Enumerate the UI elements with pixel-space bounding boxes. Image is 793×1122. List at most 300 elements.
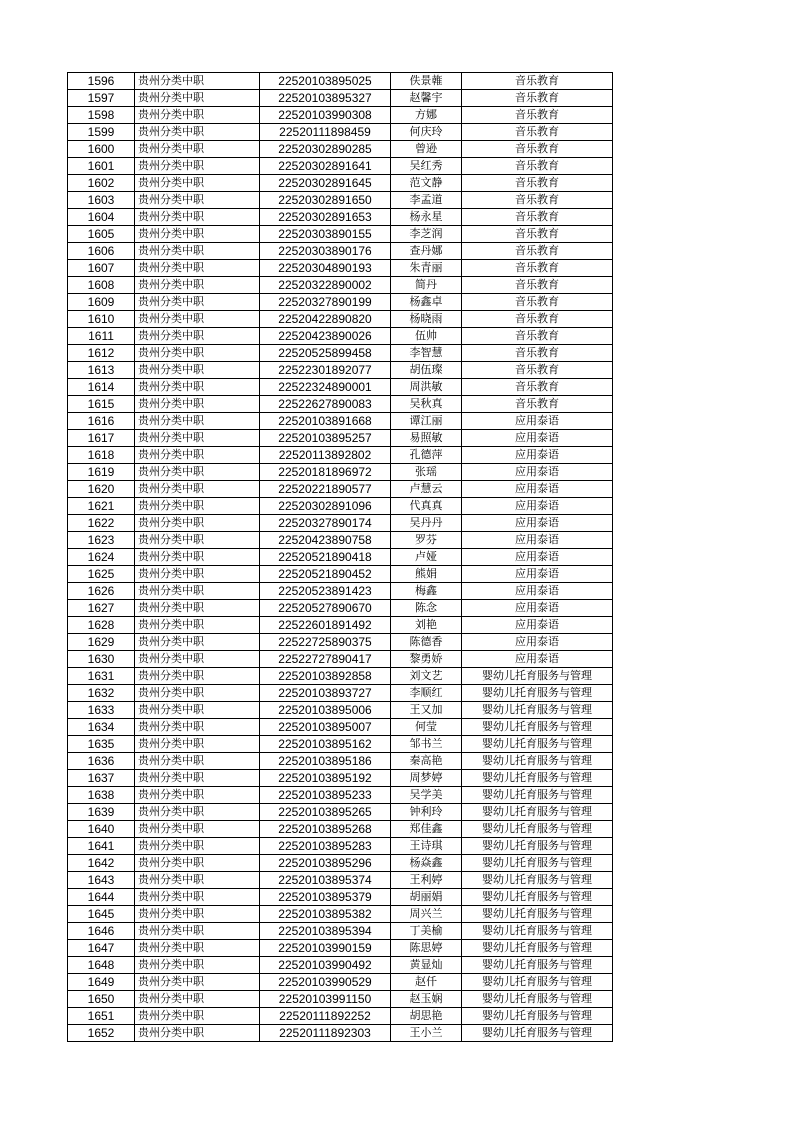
exam-id-cell: 22520303890155 (260, 226, 391, 243)
table-row (68, 226, 613, 243)
row-number-cell: 1601 (68, 158, 135, 175)
category-cell: 贵州分类中职 (135, 685, 260, 702)
student-name-cell: 熊娟 (391, 566, 462, 583)
student-name-cell: 李孟道 (391, 192, 462, 209)
student-name-cell: 黄显灿 (391, 957, 462, 974)
student-name-cell: 张瑶 (391, 464, 462, 481)
table-row (68, 617, 613, 634)
category-cell: 贵州分类中职 (135, 787, 260, 804)
category-cell: 贵州分类中职 (135, 447, 260, 464)
row-number-cell: 1647 (68, 940, 135, 957)
major-cell: 音乐教育 (462, 107, 613, 124)
category-cell: 贵州分类中职 (135, 209, 260, 226)
student-name-cell: 李顺红 (391, 685, 462, 702)
student-name-cell: 周洪敏 (391, 379, 462, 396)
student-name-cell: 黎勇娇 (391, 651, 462, 668)
student-name-cell: 邹书兰 (391, 736, 462, 753)
major-cell: 应用泰语 (462, 447, 613, 464)
major-cell: 音乐教育 (462, 141, 613, 158)
major-cell: 音乐教育 (462, 209, 613, 226)
student-name-cell: 周兴兰 (391, 906, 462, 923)
row-number-cell: 1644 (68, 889, 135, 906)
table-row (68, 787, 613, 804)
major-cell: 应用泰语 (462, 515, 613, 532)
table-row (68, 158, 613, 175)
major-cell: 音乐教育 (462, 345, 613, 362)
major-cell: 音乐教育 (462, 90, 613, 107)
row-number-cell: 1602 (68, 175, 135, 192)
major-cell: 婴幼儿托育服务与管理 (462, 753, 613, 770)
table-row (68, 821, 613, 838)
major-cell: 应用泰语 (462, 464, 613, 481)
table-row (68, 838, 613, 855)
category-cell: 贵州分类中职 (135, 498, 260, 515)
student-name-cell: 简丹 (391, 277, 462, 294)
exam-id-cell: 22520103895394 (260, 923, 391, 940)
exam-id-cell: 22520302891653 (260, 209, 391, 226)
row-number-cell: 1633 (68, 702, 135, 719)
row-number-cell: 1617 (68, 430, 135, 447)
table-row (68, 362, 613, 379)
student-name-cell: 吴学美 (391, 787, 462, 804)
student-name-cell: 李芝润 (391, 226, 462, 243)
exam-id-cell: 22520103990529 (260, 974, 391, 991)
table-row (68, 175, 613, 192)
exam-id-cell: 22520302891645 (260, 175, 391, 192)
category-cell: 贵州分类中职 (135, 753, 260, 770)
row-number-cell: 1634 (68, 719, 135, 736)
category-cell: 贵州分类中职 (135, 362, 260, 379)
row-number-cell: 1640 (68, 821, 135, 838)
major-cell: 音乐教育 (462, 158, 613, 175)
category-cell: 贵州分类中职 (135, 158, 260, 175)
student-name-cell: 李智慧 (391, 345, 462, 362)
category-cell: 贵州分类中职 (135, 838, 260, 855)
exam-id-cell: 22520103895006 (260, 702, 391, 719)
row-number-cell: 1618 (68, 447, 135, 464)
major-cell: 婴幼儿托育服务与管理 (462, 940, 613, 957)
category-cell: 贵州分类中职 (135, 141, 260, 158)
exam-id-cell: 22520103990308 (260, 107, 391, 124)
major-cell: 婴幼儿托育服务与管理 (462, 957, 613, 974)
table-row (68, 515, 613, 532)
student-name-cell: 周梦婷 (391, 770, 462, 787)
exam-id-cell: 22520423890758 (260, 532, 391, 549)
table-row (68, 1008, 613, 1025)
category-cell: 贵州分类中职 (135, 90, 260, 107)
category-cell: 贵州分类中职 (135, 464, 260, 481)
student-name-cell: 赵馨宇 (391, 90, 462, 107)
row-number-cell: 1648 (68, 957, 135, 974)
category-cell: 贵州分类中职 (135, 481, 260, 498)
category-cell: 贵州分类中职 (135, 736, 260, 753)
row-number-cell: 1632 (68, 685, 135, 702)
category-cell: 贵州分类中职 (135, 311, 260, 328)
student-name-cell: 卢娅 (391, 549, 462, 566)
student-name-cell: 谭江丽 (391, 413, 462, 430)
category-cell: 贵州分类中职 (135, 175, 260, 192)
category-cell: 贵州分类中职 (135, 600, 260, 617)
row-number-cell: 1624 (68, 549, 135, 566)
student-name-cell: 杨晓雨 (391, 311, 462, 328)
row-number-cell: 1597 (68, 90, 135, 107)
exam-id-cell: 22520103895268 (260, 821, 391, 838)
row-number-cell: 1629 (68, 634, 135, 651)
major-cell: 婴幼儿托育服务与管理 (462, 668, 613, 685)
major-cell: 婴幼儿托育服务与管理 (462, 991, 613, 1008)
exam-id-cell: 22520103892858 (260, 668, 391, 685)
student-name-cell: 胡伍璨 (391, 362, 462, 379)
table-row (68, 668, 613, 685)
exam-id-cell: 22522725890375 (260, 634, 391, 651)
category-cell: 贵州分类中职 (135, 1008, 260, 1025)
student-name-cell: 查丹娜 (391, 243, 462, 260)
exam-id-cell: 22520327890174 (260, 515, 391, 532)
exam-id-cell: 22522301892077 (260, 362, 391, 379)
row-number-cell: 1627 (68, 600, 135, 617)
row-number-cell: 1600 (68, 141, 135, 158)
row-number-cell: 1642 (68, 855, 135, 872)
table-row (68, 923, 613, 940)
exam-id-cell: 22520302891650 (260, 192, 391, 209)
exam-id-cell: 22520302891641 (260, 158, 391, 175)
exam-id-cell: 22520181896972 (260, 464, 391, 481)
major-cell: 应用泰语 (462, 430, 613, 447)
student-name-cell: 杨鑫卓 (391, 294, 462, 311)
row-number-cell: 1619 (68, 464, 135, 481)
major-cell: 婴幼儿托育服务与管理 (462, 821, 613, 838)
exam-id-cell: 22520103990492 (260, 957, 391, 974)
table-row (68, 277, 613, 294)
table-row (68, 549, 613, 566)
student-name-cell: 吴丹丹 (391, 515, 462, 532)
student-name-cell: 王又加 (391, 702, 462, 719)
student-name-cell: 代真真 (391, 498, 462, 515)
row-number-cell: 1606 (68, 243, 135, 260)
row-number-cell: 1651 (68, 1008, 135, 1025)
row-number-cell: 1645 (68, 906, 135, 923)
category-cell: 贵州分类中职 (135, 668, 260, 685)
exam-id-cell: 22520103895007 (260, 719, 391, 736)
major-cell: 应用泰语 (462, 481, 613, 498)
row-number-cell: 1628 (68, 617, 135, 634)
table-row (68, 532, 613, 549)
student-name-cell: 何莹 (391, 719, 462, 736)
exam-id-cell: 22520327890199 (260, 294, 391, 311)
student-name-cell: 罗芬 (391, 532, 462, 549)
exam-id-cell: 22520103895296 (260, 855, 391, 872)
table-row (68, 311, 613, 328)
major-cell: 音乐教育 (462, 396, 613, 413)
major-cell: 音乐教育 (462, 175, 613, 192)
exam-id-cell: 22520527890670 (260, 600, 391, 617)
student-name-cell: 曾逊 (391, 141, 462, 158)
row-number-cell: 1609 (68, 294, 135, 311)
row-number-cell: 1641 (68, 838, 135, 855)
student-name-cell: 钟利玲 (391, 804, 462, 821)
table-row (68, 804, 613, 821)
category-cell: 贵州分类中职 (135, 328, 260, 345)
table-row (68, 294, 613, 311)
major-cell: 婴幼儿托育服务与管理 (462, 923, 613, 940)
category-cell: 贵州分类中职 (135, 702, 260, 719)
table-row (68, 345, 613, 362)
major-cell: 音乐教育 (462, 277, 613, 294)
table-row (68, 107, 613, 124)
row-number-cell: 1620 (68, 481, 135, 498)
table-row (68, 481, 613, 498)
major-cell: 音乐教育 (462, 294, 613, 311)
exam-id-cell: 22520302891096 (260, 498, 391, 515)
major-cell: 婴幼儿托育服务与管理 (462, 974, 613, 991)
category-cell: 贵州分类中职 (135, 583, 260, 600)
table-row (68, 940, 613, 957)
exam-id-cell: 22520523891423 (260, 583, 391, 600)
category-cell: 贵州分类中职 (135, 957, 260, 974)
table-row (68, 566, 613, 583)
exam-id-cell: 22520322890002 (260, 277, 391, 294)
exam-id-cell: 22520103895283 (260, 838, 391, 855)
row-number-cell: 1626 (68, 583, 135, 600)
table-row (68, 498, 613, 515)
table-row (68, 73, 613, 90)
category-cell: 贵州分类中职 (135, 294, 260, 311)
student-name-cell: 王小兰 (391, 1025, 462, 1042)
exam-id-cell: 22522727890417 (260, 651, 391, 668)
exam-id-cell: 22520113892802 (260, 447, 391, 464)
exam-id-cell: 22520302890285 (260, 141, 391, 158)
major-cell: 音乐教育 (462, 226, 613, 243)
table-row (68, 396, 613, 413)
major-cell: 婴幼儿托育服务与管理 (462, 702, 613, 719)
row-number-cell: 1635 (68, 736, 135, 753)
exam-id-cell: 22520521890452 (260, 566, 391, 583)
row-number-cell: 1596 (68, 73, 135, 90)
row-number-cell: 1608 (68, 277, 135, 294)
table-row (68, 141, 613, 158)
table-row (68, 906, 613, 923)
category-cell: 贵州分类中职 (135, 855, 260, 872)
exam-id-cell: 22520103895265 (260, 804, 391, 821)
category-cell: 贵州分类中职 (135, 277, 260, 294)
category-cell: 贵州分类中职 (135, 413, 260, 430)
table-row (68, 889, 613, 906)
category-cell: 贵州分类中职 (135, 872, 260, 889)
student-name-cell: 赵玉娴 (391, 991, 462, 1008)
row-number-cell: 1614 (68, 379, 135, 396)
row-number-cell: 1638 (68, 787, 135, 804)
exam-id-cell: 22520303890176 (260, 243, 391, 260)
major-cell: 应用泰语 (462, 600, 613, 617)
major-cell: 音乐教育 (462, 311, 613, 328)
major-cell: 婴幼儿托育服务与管理 (462, 685, 613, 702)
major-cell: 婴幼儿托育服务与管理 (462, 906, 613, 923)
major-cell: 婴幼儿托育服务与管理 (462, 719, 613, 736)
row-number-cell: 1631 (68, 668, 135, 685)
table-row (68, 430, 613, 447)
category-cell: 贵州分类中职 (135, 515, 260, 532)
row-number-cell: 1621 (68, 498, 135, 515)
category-cell: 贵州分类中职 (135, 923, 260, 940)
category-cell: 贵州分类中职 (135, 634, 260, 651)
student-name-cell: 陈念 (391, 600, 462, 617)
table-row (68, 260, 613, 277)
category-cell: 贵州分类中职 (135, 651, 260, 668)
row-number-cell: 1622 (68, 515, 135, 532)
major-cell: 婴幼儿托育服务与管理 (462, 1025, 613, 1042)
table-row (68, 634, 613, 651)
category-cell: 贵州分类中职 (135, 430, 260, 447)
category-cell: 贵州分类中职 (135, 379, 260, 396)
row-number-cell: 1612 (68, 345, 135, 362)
category-cell: 贵州分类中职 (135, 617, 260, 634)
major-cell: 应用泰语 (462, 549, 613, 566)
major-cell: 应用泰语 (462, 617, 613, 634)
table-row (68, 243, 613, 260)
row-number-cell: 1604 (68, 209, 135, 226)
table-row (68, 974, 613, 991)
exam-id-cell: 22522324890001 (260, 379, 391, 396)
category-cell: 贵州分类中职 (135, 719, 260, 736)
row-number-cell: 1610 (68, 311, 135, 328)
table-row (68, 1025, 613, 1042)
table-row (68, 702, 613, 719)
table-row (68, 957, 613, 974)
student-name-cell: 吴秋真 (391, 396, 462, 413)
major-cell: 婴幼儿托育服务与管理 (462, 889, 613, 906)
exam-id-cell: 22520103891668 (260, 413, 391, 430)
table-row (68, 991, 613, 1008)
major-cell: 音乐教育 (462, 243, 613, 260)
student-name-cell: 王利婷 (391, 872, 462, 889)
student-name-cell: 孔德萍 (391, 447, 462, 464)
student-name-cell: 吴红秀 (391, 158, 462, 175)
row-number-cell: 1652 (68, 1025, 135, 1042)
row-number-cell: 1603 (68, 192, 135, 209)
major-cell: 音乐教育 (462, 260, 613, 277)
table-row (68, 736, 613, 753)
student-name-cell: 王诗琪 (391, 838, 462, 855)
exam-id-cell: 22520103895162 (260, 736, 391, 753)
exam-id-cell: 22520103895382 (260, 906, 391, 923)
major-cell: 音乐教育 (462, 73, 613, 90)
category-cell: 贵州分类中职 (135, 889, 260, 906)
exam-id-cell: 22520422890820 (260, 311, 391, 328)
major-cell: 应用泰语 (462, 566, 613, 583)
category-cell: 贵州分类中职 (135, 73, 260, 90)
major-cell: 婴幼儿托育服务与管理 (462, 804, 613, 821)
student-name-cell: 卢慧云 (391, 481, 462, 498)
major-cell: 婴幼儿托育服务与管理 (462, 838, 613, 855)
row-number-cell: 1649 (68, 974, 135, 991)
student-name-cell: 梅鑫 (391, 583, 462, 600)
student-name-cell: 陈思婷 (391, 940, 462, 957)
category-cell: 贵州分类中职 (135, 107, 260, 124)
exam-id-cell: 22520221890577 (260, 481, 391, 498)
major-cell: 婴幼儿托育服务与管理 (462, 855, 613, 872)
student-name-cell: 刘艳 (391, 617, 462, 634)
exam-id-cell: 22520111892252 (260, 1008, 391, 1025)
category-cell: 贵州分类中职 (135, 906, 260, 923)
category-cell: 贵州分类中职 (135, 192, 260, 209)
category-cell: 贵州分类中职 (135, 770, 260, 787)
row-number-cell: 1637 (68, 770, 135, 787)
student-name-cell: 何庆玲 (391, 124, 462, 141)
category-cell: 贵州分类中职 (135, 940, 260, 957)
row-number-cell: 1607 (68, 260, 135, 277)
row-number-cell: 1625 (68, 566, 135, 583)
table-row (68, 770, 613, 787)
major-cell: 婴幼儿托育服务与管理 (462, 1008, 613, 1025)
exam-id-cell: 22520521890418 (260, 549, 391, 566)
major-cell: 应用泰语 (462, 634, 613, 651)
category-cell: 贵州分类中职 (135, 532, 260, 549)
major-cell: 应用泰语 (462, 532, 613, 549)
table-row (68, 600, 613, 617)
table-body (68, 73, 613, 1042)
exam-id-cell: 22520103895025 (260, 73, 391, 90)
exam-id-cell: 22520103895186 (260, 753, 391, 770)
table-row (68, 719, 613, 736)
exam-id-cell: 22522627890083 (260, 396, 391, 413)
admission-list-table (67, 72, 613, 1042)
student-name-cell: 刘文艺 (391, 668, 462, 685)
major-cell: 音乐教育 (462, 328, 613, 345)
student-name-cell: 朱青丽 (391, 260, 462, 277)
exam-id-cell: 22520103895192 (260, 770, 391, 787)
major-cell: 应用泰语 (462, 498, 613, 515)
table-row (68, 209, 613, 226)
exam-id-cell: 22520103893727 (260, 685, 391, 702)
student-name-cell: 陈德香 (391, 634, 462, 651)
table-row (68, 413, 613, 430)
category-cell: 贵州分类中职 (135, 804, 260, 821)
table-row (68, 192, 613, 209)
exam-id-cell: 22520525899458 (260, 345, 391, 362)
table-row (68, 124, 613, 141)
category-cell: 贵州分类中职 (135, 974, 260, 991)
exam-id-cell: 22520304890193 (260, 260, 391, 277)
row-number-cell: 1623 (68, 532, 135, 549)
category-cell: 贵州分类中职 (135, 549, 260, 566)
table-row (68, 855, 613, 872)
exam-id-cell: 22520103895379 (260, 889, 391, 906)
category-cell: 贵州分类中职 (135, 226, 260, 243)
major-cell: 应用泰语 (462, 583, 613, 600)
row-number-cell: 1643 (68, 872, 135, 889)
category-cell: 贵州分类中职 (135, 243, 260, 260)
table-row (68, 872, 613, 889)
student-name-cell: 范文静 (391, 175, 462, 192)
row-number-cell: 1616 (68, 413, 135, 430)
row-number-cell: 1646 (68, 923, 135, 940)
row-number-cell: 1650 (68, 991, 135, 1008)
major-cell: 音乐教育 (462, 124, 613, 141)
major-cell: 应用泰语 (462, 413, 613, 430)
student-name-cell: 佚景雗 (391, 73, 462, 90)
row-number-cell: 1615 (68, 396, 135, 413)
category-cell: 贵州分类中职 (135, 345, 260, 362)
row-number-cell: 1613 (68, 362, 135, 379)
student-name-cell: 郑佳鑫 (391, 821, 462, 838)
row-number-cell: 1630 (68, 651, 135, 668)
student-name-cell: 方娜 (391, 107, 462, 124)
exam-id-cell: 22520423890026 (260, 328, 391, 345)
category-cell: 贵州分类中职 (135, 991, 260, 1008)
table-row (68, 90, 613, 107)
table-row (68, 328, 613, 345)
student-name-cell: 丁美榆 (391, 923, 462, 940)
